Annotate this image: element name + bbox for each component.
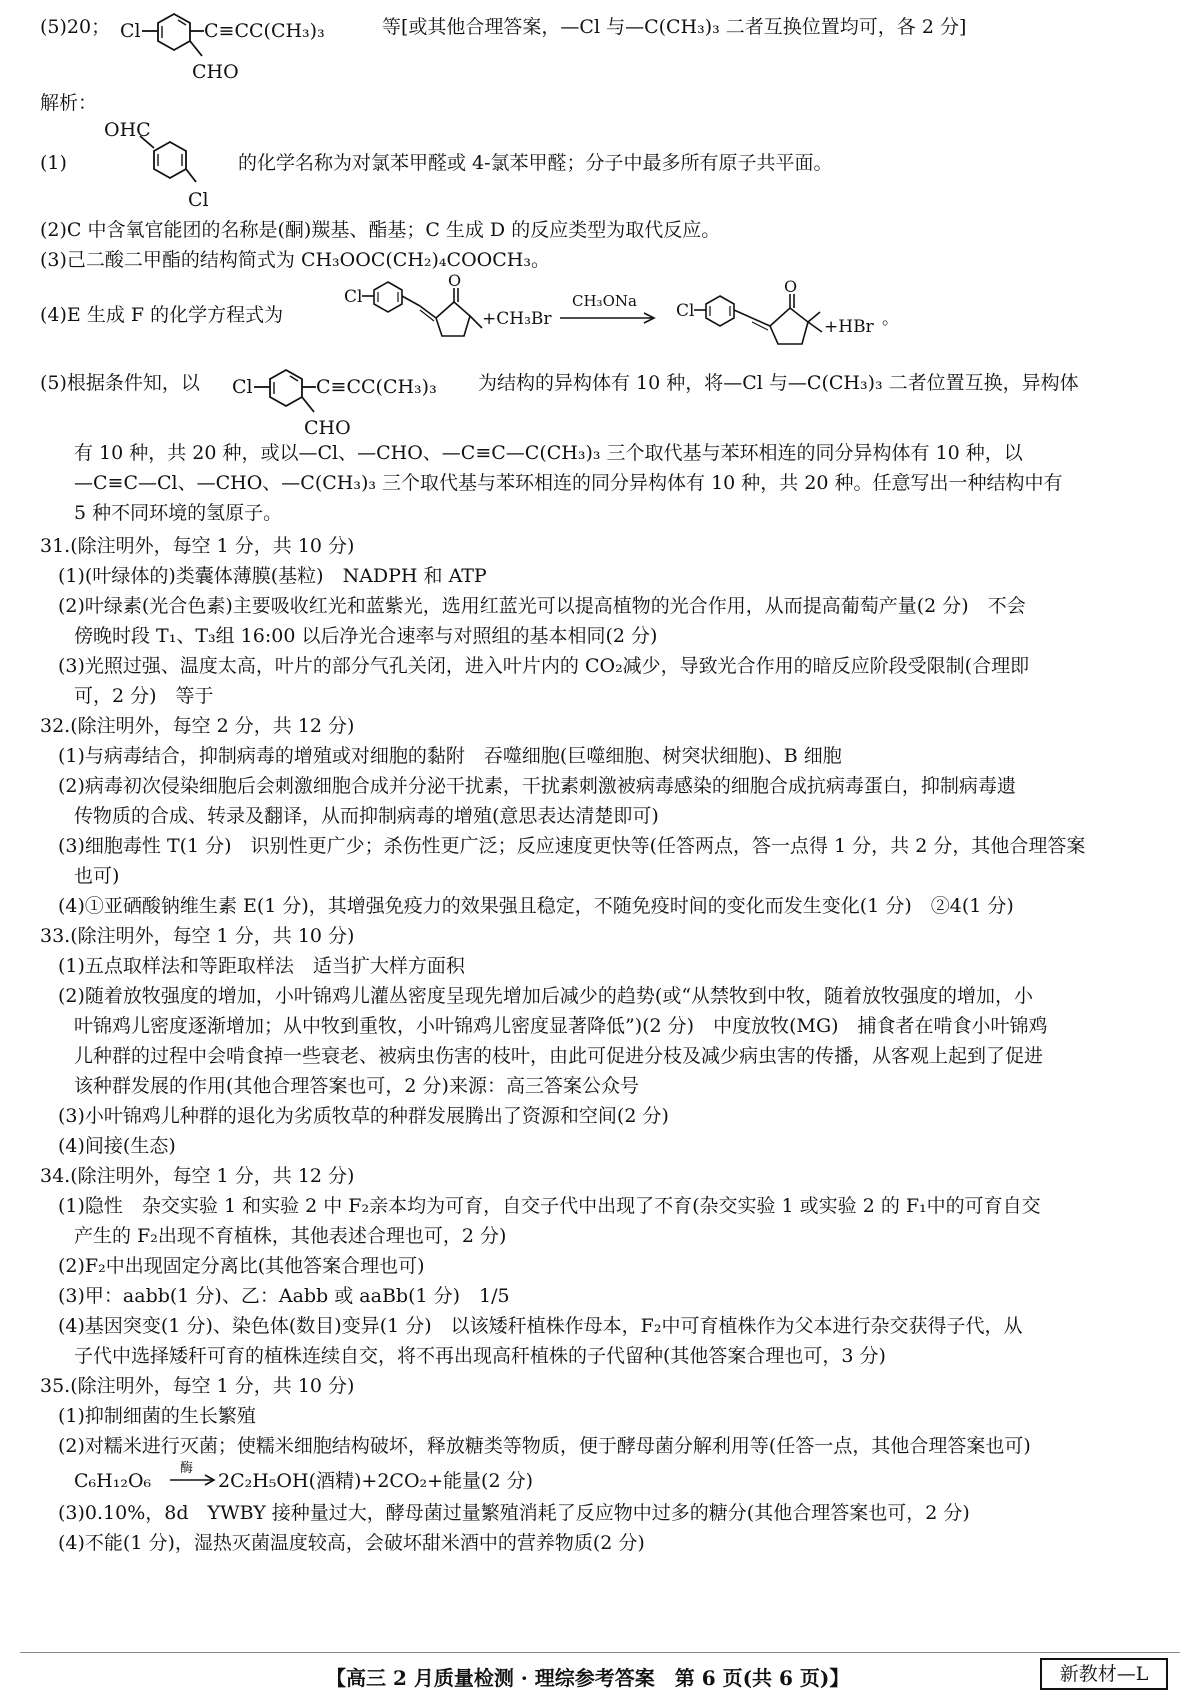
svg-text:Cl: Cl	[188, 189, 209, 211]
q33-2-cont-2: 儿种群的过程中会啃食掉一些衰老、被病虫伤害的枝叶，由此可促进分枝及减少病虫害的传播，从客观上起到了促进	[74, 1045, 1044, 1067]
q33-4: (4)间接(生态)	[58, 1135, 176, 1157]
analysis-2: (2)C 中含氧官能团的名称是(酮)羰基、酯基；C 生成 D 的反应类型为取代反应。	[40, 219, 721, 241]
q34-4: (4)基因突变(1 分)、染色体(数目)变异(1 分) 以该矮秆植株作母本，F₂中可育植株作为父本进行杂交获得子代，从	[58, 1315, 1023, 1337]
q31-1: (1)(叶绿体的)类囊体薄膜(基粒) NADPH 和 ATP	[58, 565, 487, 587]
analysis-1-text: 的化学名称为对氯苯甲醛或 4-氯苯甲醛；分子中最多所有原子共平面。	[238, 152, 833, 174]
answer-5-prefix: (5)20；	[40, 16, 111, 38]
q31-heading: 31.(除注明外，每空 1 分，共 10 分)	[40, 535, 355, 557]
q35-4: (4)不能(1 分)，湿热灭菌温度较高，会破坏甜米酒中的营养物质(2 分)	[58, 1532, 645, 1554]
q34-2: (2)F₂中出现固定分离比(其他答案合理也可)	[58, 1255, 425, 1277]
svg-text:。: 。	[882, 309, 899, 329]
q33-2-cont-1: 叶锦鸡儿密度逐渐增加；从中牧到重牧，小叶锦鸡儿密度显著降低”)(2 分) 中度放牧(MG) 捕食者在啃食小叶锦鸡	[74, 1015, 1048, 1037]
q34-4-cont: 子代中选择矮秆可育的植株连续自交，将不再出现高秆植株的子代留种(其他答案合理也可，3 分)	[74, 1345, 886, 1367]
q32-2: (2)病毒初次侵染细胞后会刺激细胞合成并分泌干扰素，干扰素刺激被病毒感染的细胞合成抗病毒蛋白，抑制病毒遗	[58, 775, 1016, 797]
footer-divider	[20, 1652, 1180, 1653]
q31-2-cont: 傍晚时段 T₁、T₃组 16:00 以后净光合速率与对照组的基本相同(2 分)	[74, 625, 658, 647]
svg-text:Cl: Cl	[120, 20, 141, 42]
svg-text:OHC: OHC	[104, 119, 151, 141]
svg-text:Cl: Cl	[344, 287, 363, 307]
q35-2: (2)对糯米进行灭菌；使糯米细胞结构破坏，释放糖类等物质，便于酵母菌分解利用等(任答一点，其他合理答案也可)	[58, 1435, 1031, 1457]
q32-3: (3)细胞毒性 T(1 分) 识别性更广少；杀伤性更广泛；反应速度更快等(任答两点，答一点得 1 分，共 2 分，其他合理答案	[58, 835, 1086, 857]
analysis-5-cont-1: 有 10 种，共 20 种，或以—Cl、—CHO、—C≡C—C(CH₃)₃ 三个取代基与苯环相连的同分异构体有 10 种，以	[74, 442, 1023, 464]
structure-chlorophenyl-alkyne-cho-2	[230, 360, 480, 440]
svg-text:+CH₃Br: +CH₃Br	[482, 309, 552, 329]
svg-text:Cl: Cl	[232, 376, 253, 398]
svg-text:O: O	[784, 277, 798, 296]
svg-text:CH₃ONa: CH₃ONa	[572, 292, 637, 310]
structure-chlorophenyl-alkyne-cho	[118, 4, 368, 88]
q32-heading: 32.(除注明外，每空 2 分，共 12 分)	[40, 715, 355, 737]
q35-3: (3)0.10%，8d YWBY 接种量过大，酵母菌过量繁殖消耗了反应物中过多的糖分(其他合理答案也可，2 分)	[58, 1502, 970, 1524]
svg-text:酶: 酶	[180, 1461, 194, 1476]
analysis-5-cont-3: 5 种不同环境的氢原子。	[74, 502, 283, 524]
analysis-5-cont-2: —C≡C—Cl、—CHO、—C(CH₃)₃ 三个取代基与苯环相连的同分异构体有 10 种，共 20 种。任意写出一种结构中有	[74, 472, 1063, 494]
q31-3-cont: 可，2 分) 等于	[74, 685, 214, 707]
q33-1: (1)五点取样法和等距取样法 适当扩大样方面积	[58, 955, 465, 977]
enzyme-arrow	[168, 1458, 218, 1492]
q32-1: (1)与病毒结合，抑制病毒的增殖或对细胞的黏附 吞噬细胞(巨噬细胞、树突状细胞)、B 细胞	[58, 745, 842, 767]
q34-heading: 34.(除注明外，每空 1 分，共 12 分)	[40, 1165, 355, 1187]
q31-3: (3)光照过强、温度太高，叶片的部分气孔关闭，进入叶片内的 CO₂减少，导致光合作用的暗反应阶段受限制(合理即	[58, 655, 1030, 677]
q34-1: (1)隐性 杂交实验 1 和实验 2 中 F₂亲本均为可育，自交子代中出现了不育(杂交实验 1 或实验 2 的 F₁中的可育自交	[58, 1195, 1041, 1217]
q34-1-cont: 产生的 F₂出现不育植株，其他表述合理也可，2 分)	[74, 1225, 507, 1247]
structure-4-chlorobenzaldehyde	[100, 114, 240, 214]
q35-1: (1)抑制细菌的生长繁殖	[58, 1405, 256, 1427]
q33-3: (3)小叶锦鸡儿种群的退化为劣质牧草的种群发展腾出了资源和空间(2 分)	[58, 1105, 669, 1127]
svg-text:Cl: Cl	[676, 301, 695, 321]
q35-heading: 35.(除注明外，每空 1 分，共 10 分)	[40, 1375, 355, 1397]
q33-heading: 33.(除注明外，每空 1 分，共 10 分)	[40, 925, 355, 947]
svg-text:O: O	[448, 272, 462, 290]
q34-3: (3)甲：aabb(1 分)、乙：Aabb 或 aaBb(1 分) 1/5	[58, 1285, 510, 1307]
analysis-1-label: (1)	[40, 152, 67, 174]
q31-2: (2)叶绿素(光合色素)主要吸收红光和蓝紫光，选用红蓝光可以提高植物的光合作用，从而提高葡萄产量(2 分) 不会	[58, 595, 1026, 617]
fermentation-products: 2C₂H₅OH(酒精)+2CO₂+能量(2 分)	[218, 1470, 534, 1492]
footer-text: 【高三 2 月质量检测 · 理综参考答案 第 6 页(共 6 页)】	[326, 1666, 850, 1690]
q32-2-cont: 传物质的合成、转录及翻译，从而抑制病毒的增殖(意思表达清楚即可)	[74, 805, 659, 827]
analysis-5-prefix: (5)根据条件知，以	[40, 372, 200, 394]
svg-text:CHO: CHO	[304, 417, 351, 439]
analysis-heading: 解析：	[40, 92, 98, 114]
answer-5-note: 等[或其他合理答案，—Cl 与—C(CH₃)₃ 二者互换位置均可，各 2 分]	[382, 16, 967, 38]
svg-text:+HBr: +HBr	[824, 317, 874, 337]
q33-2: (2)随着放牧强度的增加，小叶锦鸡儿灌丛密度呈现先增加后减少的趋势(或“从禁牧到中牧，随着放牧强度的增加，小	[58, 985, 1034, 1007]
q32-4: (4)①亚硒酸钠维生素 E(1 分)，其增强免疫力的效果强且稳定，不随免疫时间的变化而发生变化(1 分) ②4(1 分)	[58, 895, 1014, 917]
analysis-5-text: 为结构的异构体有 10 种，将—Cl 与—C(CH₃)₃ 二者位置互换，异构体	[478, 372, 1079, 394]
analysis-3: (3)己二酸二甲酯的结构简式为 CH₃OOC(CH₂)₄COOCH₃。	[40, 249, 550, 271]
q32-3-cont: 也可)	[74, 865, 120, 887]
edition-badge: 新教材—L	[1040, 1658, 1168, 1690]
svg-text:C≡CC(CH₃)₃: C≡CC(CH₃)₃	[204, 20, 325, 42]
analysis-4-label: (4)E 生成 F 的化学方程式为	[40, 304, 284, 326]
svg-text:C≡CC(CH₃)₃: C≡CC(CH₃)₃	[316, 376, 437, 398]
reaction-e-to-f	[342, 272, 1182, 362]
svg-text:CHO: CHO	[192, 61, 239, 83]
q33-2-cont-3: 该种群发展的作用(其他合理答案也可，2 分)来源：高三答案公众号	[74, 1075, 639, 1097]
fermentation-reactant: C₆H₁₂O₆	[74, 1470, 152, 1492]
